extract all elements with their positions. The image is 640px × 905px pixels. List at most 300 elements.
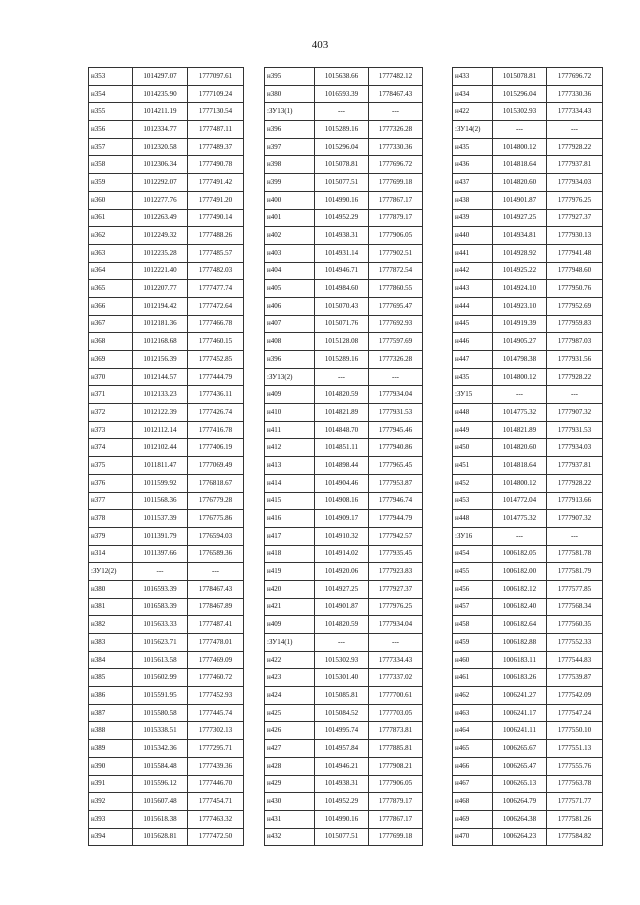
coordinate-y-cell: 1777326.28 [369,121,423,139]
page-number: 403 [311,39,329,51]
coordinate-x-cell: 1014946.21 [315,757,369,775]
point-name-cell: н416 [265,510,315,528]
coordinate-x-cell: 1014928.92 [493,244,547,262]
point-name-cell: н454 [453,545,493,563]
point-name-cell: н411 [265,421,315,439]
coordinate-y-cell: 1777466.78 [188,315,244,333]
point-name-cell: н371 [89,386,133,404]
coordinate-y-cell: 1777460.15 [188,333,244,351]
table-row [89,828,244,846]
coordinate-y-cell: 1777696.72 [547,68,603,86]
coordinate-x-cell: 1014995.74 [315,722,369,740]
coordinate-x-cell: --- [315,368,369,386]
coordinate-x-cell: 1014772.04 [493,492,547,510]
coordinate-y-cell: 1777436.11 [188,386,244,404]
coordinate-x-cell: 1006265.47 [493,757,547,775]
table-row [89,545,244,563]
coordinate-y-cell: 1777906.05 [369,227,423,245]
coordinate-x-cell: 1015085.81 [315,687,369,705]
coordinate-x-cell: 1012194.42 [133,297,188,315]
coordinate-x-cell: 1015084.52 [315,704,369,722]
table-row [453,563,603,581]
coordinate-x-cell: 1014923.10 [493,297,547,315]
coordinate-x-cell: 1015128.08 [315,333,369,351]
point-name-cell: н404 [265,262,315,280]
table-row [265,315,423,333]
point-name-cell: н409 [265,616,315,634]
coordinate-x-cell: 1012292.07 [133,174,188,192]
coordinate-y-cell: 1777927.37 [369,580,423,598]
table-row [453,138,603,156]
point-name-cell: н419 [265,563,315,581]
point-name-cell: н446 [453,333,493,351]
coordinate-x-cell: 1011811.47 [133,457,188,475]
table-row [89,227,244,245]
coordinate-x-cell: 1015618.38 [133,810,188,828]
coordinate-x-cell: 1014904.46 [315,474,369,492]
point-name-cell: н442 [453,262,493,280]
table-row [265,651,423,669]
table-row [453,227,603,245]
coordinate-y-cell: 1777692.93 [369,315,423,333]
table-row [453,68,603,86]
point-name-cell: н399 [265,174,315,192]
point-name-cell: н469 [453,810,493,828]
coordinate-x-cell: 1015078.81 [493,68,547,86]
table-row [265,85,423,103]
table-row [89,121,244,139]
point-name-cell: н439 [453,209,493,227]
table-row [265,793,423,811]
table-row [453,156,603,174]
point-name-cell: н466 [453,757,493,775]
table-row [453,616,603,634]
point-name-cell: н467 [453,775,493,793]
coordinate-y-cell: 1777931.56 [547,351,603,369]
point-name-cell: н465 [453,740,493,758]
point-name-cell: н390 [89,757,133,775]
point-name-cell: н413 [265,457,315,475]
coordinate-x-cell: 1014821.89 [315,404,369,422]
point-name-cell: н441 [453,244,493,262]
point-name-cell: :ЗУ12(2) [89,563,133,581]
table-row [89,209,244,227]
coordinate-y-cell: --- [369,368,423,386]
coordinate-y-cell: 1777934.03 [547,439,603,457]
coordinate-x-cell: 1015628.81 [133,828,188,846]
coordinate-x-cell: 1016593.39 [133,580,188,598]
coordinate-y-cell: 1777942.57 [369,527,423,545]
point-name-cell: н408 [265,333,315,351]
coordinate-y-cell: 1777544.83 [547,651,603,669]
coordinate-y-cell: --- [547,527,603,545]
coordinate-table-1 [88,67,244,846]
point-name-cell: н458 [453,616,493,634]
coordinate-y-cell: 1777934.03 [547,174,603,192]
table-row [453,740,603,758]
coordinate-x-cell: 1012144.57 [133,368,188,386]
table-row [453,191,603,209]
point-name-cell: н428 [265,757,315,775]
coordinate-x-cell: 1011599.92 [133,474,188,492]
point-name-cell: н405 [265,280,315,298]
point-name-cell: н449 [453,421,493,439]
point-name-cell: н448 [453,404,493,422]
table-row [265,68,423,86]
point-name-cell: н435 [453,368,493,386]
coordinate-x-cell: 1015071.76 [315,315,369,333]
coordinate-x-cell: 1011537.39 [133,510,188,528]
coordinate-x-cell: 1006265.67 [493,740,547,758]
table-row [265,828,423,846]
coordinate-y-cell: 1777337.02 [369,669,423,687]
table-row [265,138,423,156]
coordinate-y-cell: 1777952.69 [547,297,603,315]
point-name-cell: :ЗУ16 [453,527,493,545]
table-row [453,174,603,192]
coordinate-y-cell: 1777860.55 [369,280,423,298]
point-name-cell: н424 [265,687,315,705]
coordinate-y-cell: 1777934.04 [369,386,423,404]
table-row [89,368,244,386]
coordinate-x-cell: 1014946.71 [315,262,369,280]
point-name-cell: н393 [89,810,133,828]
point-name-cell: н464 [453,722,493,740]
coordinate-y-cell: 1777485.57 [188,244,244,262]
coordinate-y-cell: 1777965.45 [369,457,423,475]
point-name-cell: н353 [89,68,133,86]
point-name-cell: н358 [89,156,133,174]
coordinate-y-cell: --- [369,634,423,652]
point-name-cell: н435 [453,138,493,156]
point-name-cell: н361 [89,209,133,227]
coordinate-y-cell: 1777935.45 [369,545,423,563]
coordinate-x-cell: 1006182.40 [493,598,547,616]
point-name-cell: н431 [265,810,315,828]
point-name-cell: н367 [89,315,133,333]
coordinate-x-cell: 1014800.12 [493,368,547,386]
table-row [89,351,244,369]
coordinate-x-cell: 1006241.27 [493,687,547,705]
point-name-cell: н468 [453,793,493,811]
point-name-cell: н418 [265,545,315,563]
point-name-cell: н378 [89,510,133,528]
point-name-cell: н386 [89,687,133,705]
coordinate-x-cell: 1015591.95 [133,687,188,705]
table-row [453,315,603,333]
coordinate-y-cell: 1777452.93 [188,687,244,705]
coordinate-y-cell: 1777571.77 [547,793,603,811]
coordinate-y-cell: 1777452.85 [188,351,244,369]
coordinate-y-cell: 1777584.82 [547,828,603,846]
table-row [89,651,244,669]
point-name-cell: н420 [265,580,315,598]
coordinate-x-cell: 1014898.44 [315,457,369,475]
coordinate-x-cell: 1014952.29 [315,793,369,811]
table-row [453,687,603,705]
coordinate-y-cell: 1777472.50 [188,828,244,846]
coordinate-x-cell: 1015070.43 [315,297,369,315]
coordinate-x-cell: 1006183.11 [493,651,547,669]
coordinate-x-cell: 1015078.81 [315,156,369,174]
point-name-cell: н451 [453,457,493,475]
coordinate-x-cell: 1015613.58 [133,651,188,669]
table-row [265,740,423,758]
table-row [265,457,423,475]
table-row [89,85,244,103]
point-name-cell: н461 [453,669,493,687]
coordinate-x-cell: 1015296.04 [493,85,547,103]
table-row [89,297,244,315]
coordinate-x-cell: 1006183.26 [493,669,547,687]
coordinate-y-cell: 1777439.36 [188,757,244,775]
point-name-cell: н374 [89,439,133,457]
coordinate-x-cell: 1014775.32 [493,404,547,422]
point-name-cell: н447 [453,351,493,369]
coordinate-y-cell: 1777959.83 [547,315,603,333]
coordinate-x-cell: 1014800.12 [493,474,547,492]
coordinate-x-cell: 1006241.11 [493,722,547,740]
coordinate-y-cell: --- [188,563,244,581]
coordinate-x-cell: 1014990.16 [315,810,369,828]
point-name-cell: н406 [265,297,315,315]
point-name-cell: н407 [265,315,315,333]
table-row [265,616,423,634]
point-name-cell: н440 [453,227,493,245]
table-row [265,563,423,581]
table-row [453,580,603,598]
coordinate-y-cell: 1777560.35 [547,616,603,634]
table-row [89,669,244,687]
coordinate-y-cell: 1777944.79 [369,510,423,528]
point-name-cell: н364 [89,262,133,280]
table-row [453,368,603,386]
table-row [265,244,423,262]
coordinate-y-cell: 1777879.17 [369,209,423,227]
coordinate-x-cell: 1014848.70 [315,421,369,439]
coordinate-y-cell: 1777330.36 [547,85,603,103]
coordinate-y-cell: 1777334.43 [547,103,603,121]
table-row [265,722,423,740]
coordinate-y-cell: 1777302.13 [188,722,244,740]
point-name-cell: н415 [265,492,315,510]
point-name-cell: н396 [265,121,315,139]
coordinate-x-cell: 1012207.77 [133,280,188,298]
coordinate-x-cell: 1012168.68 [133,333,188,351]
coordinate-x-cell: 1015077.51 [315,174,369,192]
point-name-cell: н456 [453,580,493,598]
point-name-cell: н359 [89,174,133,192]
table-row [265,439,423,457]
coordinate-x-cell: 1014919.39 [493,315,547,333]
coordinate-y-cell: 1777927.37 [547,209,603,227]
coordinate-y-cell: 1777487.41 [188,616,244,634]
table-row [265,757,423,775]
coordinate-y-cell: 1777923.83 [369,563,423,581]
table-row [89,421,244,439]
coordinate-x-cell: 1014820.60 [493,439,547,457]
coordinate-x-cell: 1014927.25 [493,209,547,227]
table-row [265,280,423,298]
point-name-cell: н368 [89,333,133,351]
coordinate-y-cell: 1777872.54 [369,262,423,280]
coordinate-x-cell: 1015289.16 [315,351,369,369]
coordinate-x-cell: 1014800.12 [493,138,547,156]
coordinate-x-cell: 1015077.51 [315,828,369,846]
table-row [453,457,603,475]
table-row [453,439,603,457]
table-row [453,404,603,422]
coordinate-y-cell: 1777934.04 [369,616,423,634]
table-row [89,404,244,422]
point-name-cell: :ЗУ13(2) [265,368,315,386]
point-name-cell: н355 [89,103,133,121]
coordinate-x-cell: 1015580.58 [133,704,188,722]
coordinate-y-cell: 1777478.01 [188,634,244,652]
table-row [453,297,603,315]
point-name-cell: н397 [265,138,315,156]
coordinate-x-cell: 1015607.48 [133,793,188,811]
table-row [453,545,603,563]
point-name-cell: н369 [89,351,133,369]
point-name-cell: н452 [453,474,493,492]
coordinate-y-cell: 1777445.74 [188,704,244,722]
coordinate-x-cell: --- [493,386,547,404]
coordinate-x-cell: 1014851.11 [315,439,369,457]
point-name-cell: н357 [89,138,133,156]
table-row [453,775,603,793]
coordinate-y-cell: 1777908.21 [369,757,423,775]
table-row [265,510,423,528]
coordinate-y-cell: --- [547,121,603,139]
coordinate-x-cell: 1015289.16 [315,121,369,139]
table-row [265,351,423,369]
coordinate-x-cell: 1014938.31 [315,775,369,793]
table-row [453,510,603,528]
table-row [89,616,244,634]
coordinate-y-cell: 1777930.13 [547,227,603,245]
coordinate-x-cell: --- [493,527,547,545]
coordinate-y-cell: 1778467.89 [188,598,244,616]
coordinate-y-cell: 1777472.64 [188,297,244,315]
coordinate-y-cell: 1777987.03 [547,333,603,351]
coordinate-x-cell: 1015602.99 [133,669,188,687]
coordinate-x-cell: 1014957.84 [315,740,369,758]
table-row [453,333,603,351]
point-name-cell: н401 [265,209,315,227]
coordinate-y-cell: 1777487.11 [188,121,244,139]
coordinate-y-cell: 1777913.66 [547,492,603,510]
table-row [453,386,603,404]
table-row [89,722,244,740]
coordinate-x-cell: --- [493,121,547,139]
point-name-cell: н387 [89,704,133,722]
table-row [89,757,244,775]
table-row [453,669,603,687]
coordinate-y-cell: 1776589.36 [188,545,244,563]
table-row [453,492,603,510]
point-name-cell: н373 [89,421,133,439]
point-name-cell: н459 [453,634,493,652]
coordinate-x-cell: 1015584.48 [133,757,188,775]
point-name-cell: н448 [453,510,493,528]
table-row [265,669,423,687]
coordinate-x-cell: 1014901.87 [493,191,547,209]
coordinate-y-cell: 1777873.81 [369,722,423,740]
table-row [89,244,244,262]
table-row [265,598,423,616]
coordinate-y-cell: 1777295.71 [188,740,244,758]
coordinate-y-cell: 1777550.10 [547,722,603,740]
coordinate-y-cell: 1777928.22 [547,368,603,386]
table-row [89,598,244,616]
table-row [265,687,423,705]
point-name-cell: н388 [89,722,133,740]
coordinate-x-cell: 1012181.36 [133,315,188,333]
coordinate-y-cell: 1777489.37 [188,138,244,156]
point-name-cell: н423 [265,669,315,687]
point-name-cell: н422 [265,651,315,669]
point-name-cell: н394 [89,828,133,846]
table-row [453,351,603,369]
table-row [89,580,244,598]
point-name-cell: н425 [265,704,315,722]
coordinate-x-cell: --- [133,563,188,581]
coordinate-x-cell: 1014925.22 [493,262,547,280]
table-row [89,704,244,722]
coordinate-y-cell: 1777699.18 [369,174,423,192]
coordinate-x-cell: 1015302.93 [315,651,369,669]
table-row [265,634,423,652]
point-name-cell: н462 [453,687,493,705]
table-row [89,262,244,280]
coordinate-y-cell: 1777940.86 [369,439,423,457]
table-row [265,704,423,722]
point-name-cell: н384 [89,651,133,669]
coordinate-y-cell: 1777444.79 [188,368,244,386]
coordinate-y-cell: 1777482.03 [188,262,244,280]
table-row [265,527,423,545]
coordinate-y-cell: 1777931.53 [369,404,423,422]
coordinate-x-cell: 1016583.39 [133,598,188,616]
point-name-cell: н430 [265,793,315,811]
coordinate-y-cell: 1777581.26 [547,810,603,828]
point-name-cell: н403 [265,244,315,262]
coordinate-x-cell: 1015302.93 [493,103,547,121]
coordinate-x-cell: 1014818.64 [493,457,547,475]
table-row [89,103,244,121]
coordinate-x-cell: 1015623.71 [133,634,188,652]
coordinate-x-cell: 1012320.58 [133,138,188,156]
coordinate-y-cell: 1777406.19 [188,439,244,457]
coordinate-x-cell: 1012156.39 [133,351,188,369]
coordinate-y-cell: 1777976.25 [547,191,603,209]
coordinate-y-cell: 1777463.32 [188,810,244,828]
table-row [89,457,244,475]
table-row [453,810,603,828]
coordinate-y-cell: --- [369,103,423,121]
coordinate-x-cell: 1015596.12 [133,775,188,793]
point-name-cell: н417 [265,527,315,545]
table-row [89,474,244,492]
coordinate-x-cell: 1006264.79 [493,793,547,811]
point-name-cell: н372 [89,404,133,422]
point-name-cell: н362 [89,227,133,245]
coordinate-x-cell: 1014909.17 [315,510,369,528]
coordinate-y-cell: 1777867.17 [369,810,423,828]
coordinate-y-cell: 1777551.13 [547,740,603,758]
coordinate-x-cell: 1014820.59 [315,616,369,634]
